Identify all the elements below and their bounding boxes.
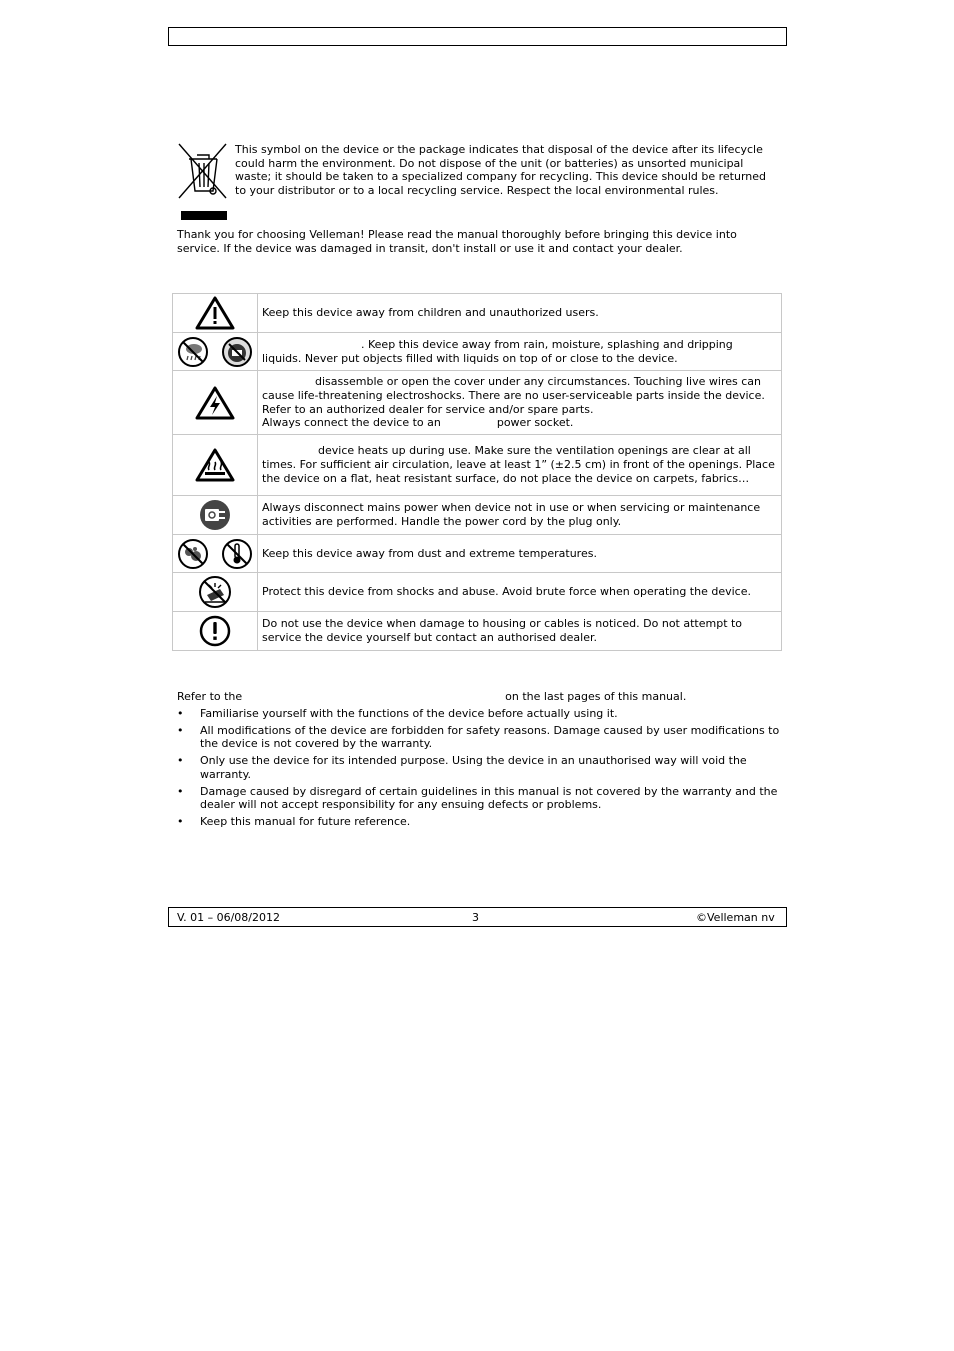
- refer-prefix: Refer to the: [177, 690, 243, 703]
- safety-row: [173, 573, 782, 612]
- safety-text-socket-prefix: Always connect the device to an: [262, 416, 441, 430]
- footer-version: V. 01 – 06/08/2012: [177, 911, 280, 924]
- safety-text: device heats up during use. Make sure the ventilation openings are clear at all times. For sufficient air circulation, leave at least 1” (±2.5 cm) in front of the openings. Place the device on a flat, heat resistant surface, do not place the device on carpets, fabrics…: [262, 444, 775, 485]
- safety-row: [173, 496, 782, 535]
- footer-copyright: ©Velleman nv: [696, 911, 775, 924]
- safety-row: [173, 435, 782, 496]
- refer-suffix: on the last pages of this manual.: [505, 690, 687, 703]
- safety-text-socket-suffix: power socket.: [496, 416, 574, 430]
- guidelines-list: [177, 707, 782, 832]
- list-item: • Damage caused by disregard of certain guidelines in this manual is not covered by the warranty and the dealer will not accept responsibility for any ensuing defects or problems.: [177, 784, 778, 812]
- safety-row: [173, 294, 782, 333]
- exclamation-circle-icon: [173, 615, 257, 647]
- bullet-icon: •: [177, 723, 184, 737]
- hot-surface-warning-icon: [173, 448, 257, 482]
- guidelines-refer-line: [177, 690, 777, 704]
- safety-text: Keep this device away from dust and extreme temperatures.: [258, 535, 782, 573]
- unplug-icon: [173, 499, 257, 531]
- safety-text: Protect this device from shocks and abuse. Avoid brute force when operating the device.: [258, 573, 782, 612]
- header-box: [168, 27, 787, 46]
- weee-notice: This symbol on the device or the package indicates that disposal of the device after its lifecycle could harm the environment. Do not dispose of the unit (or batteries) as unsorted municipal waste; it should be taken to a specialized company for recycling. This device should be returned to your distributor or to a local recycling service. Respect the local environmental rules.: [235, 143, 767, 198]
- intro-text: Thank you for choosing Velleman! Please read the manual thoroughly before bringing this device into service. If the device was damaged in transit, don't install or use it and contact your dealer.: [177, 228, 737, 255]
- safety-text: disassemble or open the cover under any circumstances. Touching live wires can cause life-threatening electroshocks. There are no user-serviceable parts inside the device. Refer to an authorized dealer for service and/or spare parts.: [262, 375, 765, 416]
- safety-instructions-table: [172, 293, 782, 651]
- bullet-icon: •: [177, 814, 184, 828]
- no-rain-icon: [177, 336, 209, 368]
- electric-shock-warning-icon: [173, 386, 257, 420]
- safety-text: Always disconnect mains power when device not in use or when servicing or maintenance activities are performed. Handle the power cord by the plug only.: [258, 496, 782, 535]
- list-item: • Only use the device for its intended purpose. Using the device in an unauthorised way will void the warranty.: [177, 754, 747, 781]
- no-dust-icon: [177, 538, 209, 570]
- safety-row: [173, 535, 782, 573]
- safety-icon-cell: [173, 333, 258, 371]
- safety-icon-cell: [173, 371, 258, 435]
- no-shocks-icon: [173, 575, 257, 609]
- safety-icon-cell: [173, 612, 258, 651]
- no-rain-no-splash-icon: [173, 336, 257, 368]
- list-item: • Keep this manual for future reference.: [177, 814, 411, 828]
- list-item: • Familiarise yourself with the functions of the device before actually using it.: [177, 707, 618, 720]
- safety-row: [173, 612, 782, 651]
- safety-icon-cell: [173, 573, 258, 612]
- warning-triangle-icon: [173, 296, 257, 330]
- bullet-icon: •: [177, 707, 184, 720]
- safety-icon-cell: [173, 435, 258, 496]
- bullet-icon: •: [177, 754, 184, 768]
- list-item: • All modifications of the device are forbidden for safety reasons. Damage caused by user modifications to the device is not covered by the warranty.: [177, 723, 780, 751]
- no-temperature-icon: [221, 538, 253, 570]
- no-splash-icon: [221, 336, 253, 368]
- safety-icon-cell: [173, 496, 258, 535]
- safety-text: Do not use the device when damage to housing or cables is noticed. Do not attempt to service the device yourself but contact an authorised dealer.: [258, 612, 782, 651]
- safety-text: Keep this device away from children and unauthorized users.: [258, 294, 782, 333]
- no-dust-no-temperature-icon: [173, 538, 257, 570]
- safety-row: [173, 333, 782, 371]
- footer-page-number: 3: [472, 911, 479, 924]
- safety-row: [173, 371, 782, 435]
- bullet-icon: •: [177, 784, 184, 798]
- safety-icon-cell: [173, 294, 258, 333]
- weee-crossed-bin-icon: [177, 141, 229, 221]
- safety-icon-cell: [173, 535, 258, 573]
- safety-text: . Keep this device away from rain, moisture, splashing and dripping liquids. Never put objects filled with liquids on top of or close to the device.: [262, 337, 733, 365]
